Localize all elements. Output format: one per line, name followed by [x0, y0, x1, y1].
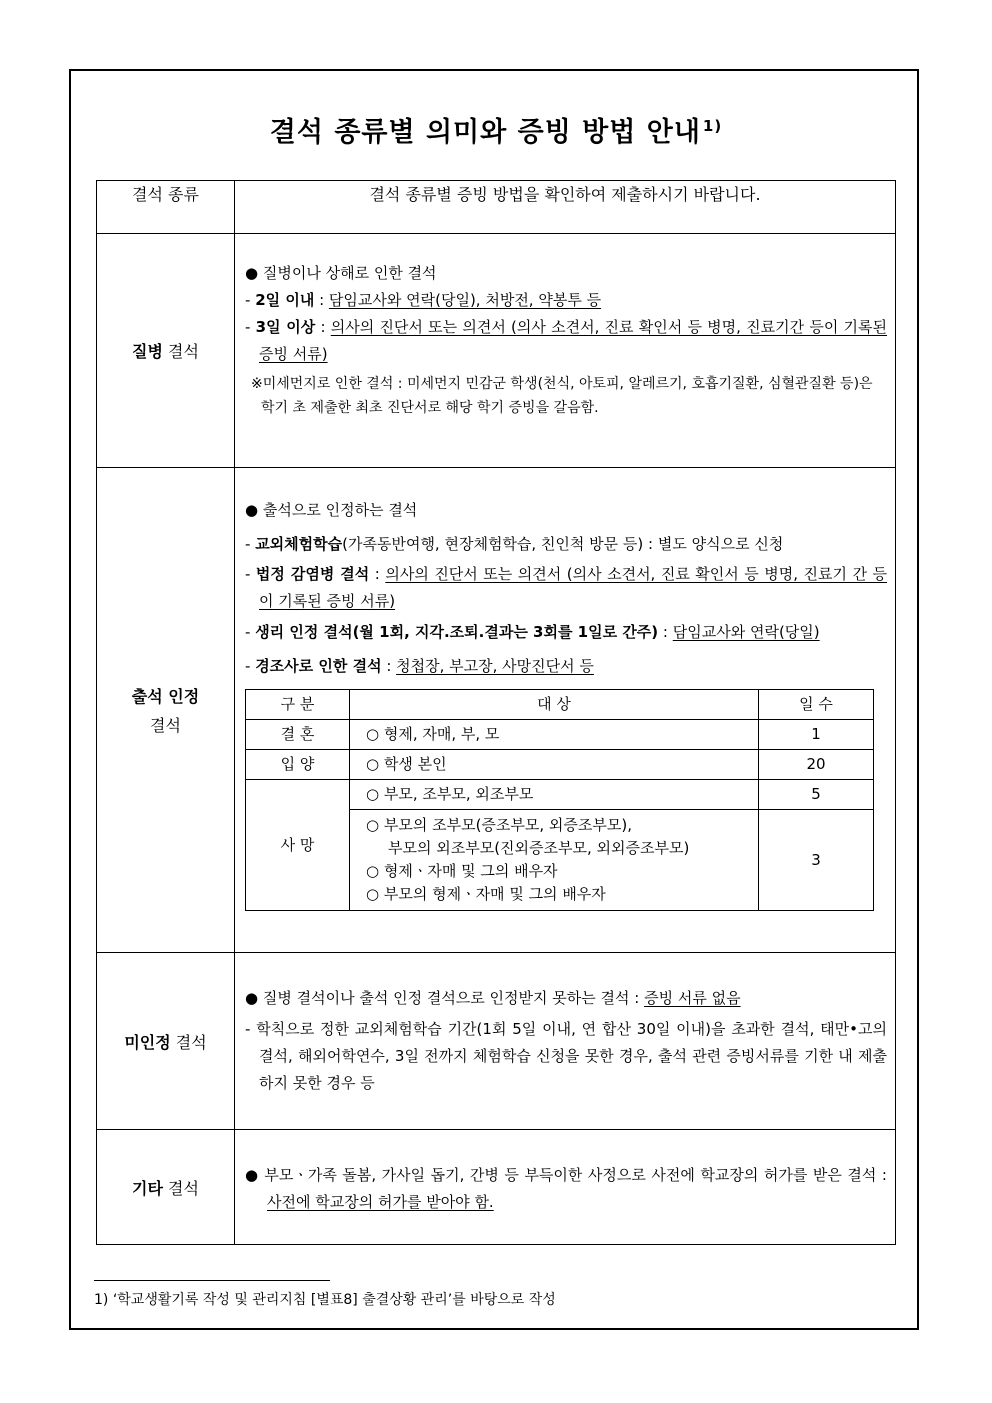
- header-category: 결석 종류: [97, 181, 235, 234]
- death-label: 사 망: [246, 780, 350, 911]
- footnote-divider: [94, 1280, 330, 1281]
- condolence-header-row: [246, 690, 874, 720]
- row-unrecognized: [97, 953, 896, 1130]
- content-other: [235, 1130, 896, 1245]
- col-days: 일 수: [759, 690, 874, 720]
- table-row-death-1: 사 망 ○ 부모, 조부모, 외조부모 5: [246, 780, 874, 810]
- category-other: 기타 결석: [97, 1130, 235, 1245]
- row-attendance: [97, 468, 896, 953]
- category-attendance: 출석 인정 결석: [97, 468, 235, 953]
- illness-item-1: - 2일 이내 : 담임교사와 연락(당일), 처방전, 약봉투 등: [245, 291, 602, 309]
- content-unrecognized: [235, 953, 896, 1130]
- illness-bullet: ● 질병이나 상해로 인한 결석: [245, 264, 437, 282]
- table-header-row: [97, 181, 896, 234]
- table-row-death-2: ○ 부모의 조부모(증조부모, 외증조부모), 부모의 외조부모(진외증조부모, 외외증조부모) ○ 형제ㆍ자매 및 그의 배우자 ○ 부모의 형제ㆍ자매 및 그의 배우자 3: [246, 810, 874, 911]
- col-target: 대 상: [350, 690, 759, 720]
- absence-table: [96, 180, 896, 1245]
- header-description: 결석 종류별 증빙 방법을 확인하여 제출하시기 바랍니다.: [235, 181, 896, 234]
- content-illness: [235, 234, 896, 468]
- page-title: 결석 종류별 의미와 증빙 방법 안내 $^{1)}$: [269, 117, 723, 148]
- attendance-item-3: - 생리 인정 결석(월 1회, 지각.조퇴.결과는 3회를 1일로 간주) : 담임교사와 연락(당일): [245, 623, 820, 641]
- category-unrecognized: 미인정 결석: [97, 953, 235, 1130]
- col-type: 구 분: [246, 690, 350, 720]
- unrecognized-detail: - 학칙으로 정한 교외체험학습 기간(1회 5일 이내, 연 합산 30일 이내)을 초과한 결석, 태만•고의 결석, 해외어학연수, 3일 전까지 체험학습 신청을 못한 경우, 출석 관련 증빙서류를 기한 내 제출하지 못한 경우 등: [245, 1020, 887, 1092]
- illness-note: ※미세먼지로 인한 결석 : 미세먼지 민감군 학생(천식, 아토피, 알레르기, 호흡기질환, 심혈관질환 등)은 학기 초 제출한 최초 진단서로 해당 학기 증빙을 갈음함.: [251, 376, 873, 416]
- row-other: [97, 1130, 896, 1245]
- category-illness: 질병 결석: [97, 234, 235, 468]
- other-bullet: ● 부모ㆍ가족 돌봄, 가사일 돕기, 간병 등 부득이한 사정으로 사전에 학교장의 허가를 받은 결석 : 사전에 학교장의 허가를 받아야 함.: [245, 1166, 887, 1211]
- condolence-table: [245, 689, 874, 911]
- table-row-marriage: 결 혼 ○ 형제, 자매, 부, 모 1: [246, 720, 874, 750]
- table-row-adoption: 입 양 ○ 학생 본인 20: [246, 750, 874, 780]
- content-attendance: [235, 468, 896, 953]
- illness-item-2: - 3일 이상 : 의사의 진단서 또는 의견서 (의사 소견서, 진료 확인서 등 병명, 진료기간 등이 기록된 증빙 서류): [245, 318, 888, 363]
- footnote: 1) ‘학교생활기록 작성 및 관리지침 [별표8] 출결상황 관리’를 바탕으로 작성: [94, 1292, 556, 1308]
- unrecognized-bullet: ● 질병 결석이나 출석 인정 결석으로 인정받지 못하는 결석 : 증빙 서류 없음: [245, 989, 741, 1007]
- attendance-item-1: - 교외체험학습(가족동반여행, 현장체험학습, 친인척 방문 등) : 별도 양식으로 신청: [245, 535, 784, 553]
- title-footnote-ref: 1): [702, 117, 723, 135]
- attendance-item-2: - 법정 감염병 결석 : 의사의 진단서 또는 의견서 (의사 소견서, 진료 확인서 등 병명, 진료기 간 등이 기록된 증빙 서류): [245, 565, 887, 610]
- attendance-item-4: - 경조사로 인한 결석 : 청첩장, 부고장, 사망진단서 등: [245, 657, 594, 675]
- row-illness: [97, 234, 896, 468]
- attendance-bullet: ● 출석으로 인정하는 결석: [245, 501, 418, 519]
